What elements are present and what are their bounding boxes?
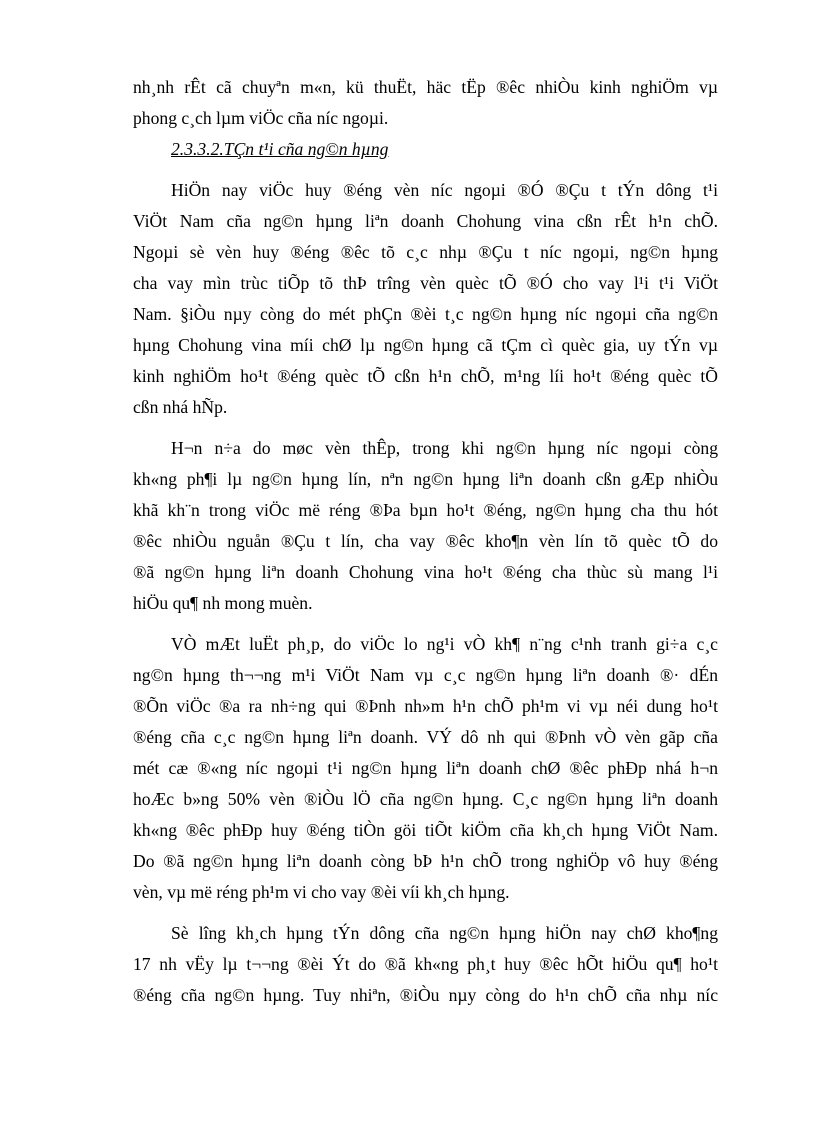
text-line: ®Õn viÖc ®a ra nh÷ng qui ®Þnh nh»m h¹n chÕ ph¹m vi vµ néi dung ho¹t (133, 696, 718, 716)
text-line: nh¸nh rÊt cã chuyªn m«n, kü thuËt, häc tËp ®êc nhiÒu kinh nghiÖm vµ (133, 77, 718, 97)
text-line: phong c¸ch lµm viÖc cña níc ngoµi. (133, 108, 389, 128)
text-line: ®éng cña c¸c ng©n hµng liªn doanh. VÝ dô nh qui ®Þnh vÒ vèn gãp cña (133, 727, 718, 747)
text-line: ®êc nhiÒu nguån ®Çu t lín, cha vay ®êc kho¶n vèn lín tõ quèc tÕ do (133, 531, 718, 551)
text-line: hµng Chohung vina míi chØ lµ ng©n hµng cã tÇm cì quèc gia, uy tÝn vµ (133, 335, 718, 355)
text-line: VÒ mÆt luËt ph¸p, do viÖc lo ng¹i vÒ kh¶ n¨ng c¹nh tranh gi÷a c¸c (171, 634, 718, 654)
text-line: Sè lîng kh¸ch hµng tÝn dông cña ng©n hµng hiÖn nay chØ kho¶ng (171, 923, 718, 943)
document-body (133, 72, 718, 1011)
text-line: hiÖu qu¶ nh mong muèn. (133, 593, 313, 613)
text-line: hoÆc b»ng 50% vèn ®iÒu lÖ cña ng©n hµng. C¸c ng©n hµng liªn doanh (133, 789, 718, 809)
text-line: ®ã ng©n hµng liªn doanh Chohung vina ho¹t ®éng cha thùc sù mang l¹i (133, 562, 718, 582)
text-line: khã kh¨n trong viÖc më réng ®Þa bµn ho¹t ®éng, ng©n hµng cha thu hót (133, 500, 718, 520)
text-line: cha vay mìn trùc tiÕp tõ thÞ trîng vèn quèc tÕ ®Ó cho vay l¹i t¹i ViÖt (133, 273, 718, 293)
paragraph-2 (133, 433, 718, 619)
text-line: vèn, vµ më réng ph¹m vi cho vay ®èi víi kh¸ch hµng. (133, 882, 510, 902)
section-heading: 2.3.3.2.TÇn t¹i cña ng©n hµng (171, 139, 389, 159)
text-line: kh«ng ph¶i lµ ng©n hµng lín, nªn ng©n hµng liªn doanh cßn gÆp nhiÒu (133, 469, 718, 489)
text-line: ®éng cña ng©n hµng. Tuy nhiªn, ®iÒu nµy còng do h¹n chÕ cña nhµ níc (133, 985, 718, 1005)
text-line: kh«ng ®êc phÐp huy ®éng tiÒn göi tiÕt kiÖm cña kh¸ch hµng ViÖt Nam. (133, 820, 718, 840)
text-line: H¬n n÷a do møc vèn thÊp, trong khi ng©n hµng níc ngoµi còng (171, 438, 718, 458)
text-line: ng©n hµng th¬¬ng m¹i ViÖt Nam vµ c¸c ng©n hµng liªn doanh ®· dÉn (133, 665, 718, 685)
text-line: kinh nghiÖm ho¹t ®éng quèc tÕ cßn h¹n chÕ, m¹ng líi ho¹t ®éng quèc tÕ (133, 366, 718, 386)
text-line: ViÖt Nam cña ng©n hµng liªn doanh Chohung vina cßn rÊt h¹n chÕ. (133, 211, 718, 231)
paragraph-4 (133, 918, 718, 1011)
text-line: cßn nhá hÑp. (133, 397, 228, 417)
text-line: Ngoµi sè vèn huy ®éng ®êc tõ c¸c nhµ ®Çu t níc ngoµi, ng©n hµng (133, 242, 718, 262)
text-line: mét cæ ®«ng níc ngoµi t¹i ng©n hµng liªn doanh chØ ®êc phÐp nhá h¬n (133, 758, 718, 778)
paragraph-continuation (133, 72, 718, 134)
paragraph-1 (133, 175, 718, 423)
text-line: Nam. §iÒu nµy còng do mét phÇn ®èi t¸c ng©n hµng níc ngoµi cña ng©n (133, 304, 718, 324)
text-line: HiÖn nay viÖc huy ®éng vèn níc ngoµi ®Ó ®Çu t tÝn dông t¹i (171, 180, 718, 200)
text-line: Do ®ã ng©n hµng liªn doanh còng bÞ h¹n chÕ trong nghiÖp vô huy ®éng (133, 851, 718, 871)
paragraph-3 (133, 629, 718, 908)
text-line: 17 nh vËy lµ t¬¬ng ®èi Ýt do ®ã kh«ng ph¸t huy ®êc hÕt hiÖu qu¶ ho¹t (133, 954, 718, 974)
